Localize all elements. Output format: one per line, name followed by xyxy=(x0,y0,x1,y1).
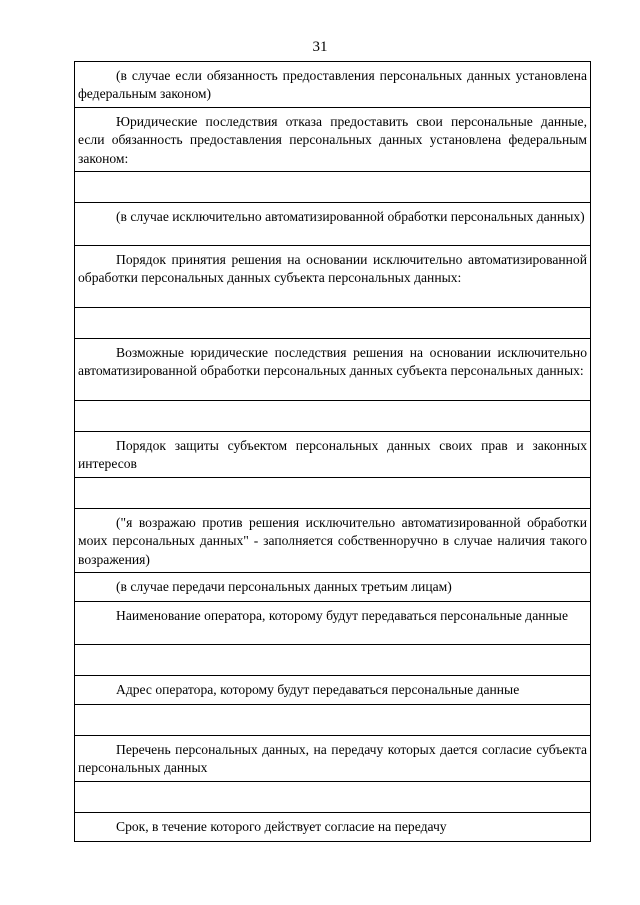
table-row xyxy=(75,812,591,841)
blank-entry-cell[interactable] xyxy=(75,401,591,432)
form-cell xyxy=(75,602,591,645)
table-row xyxy=(75,477,591,508)
table-row xyxy=(75,508,591,572)
table-row xyxy=(75,62,591,108)
table-row xyxy=(75,308,591,339)
table-row xyxy=(75,203,591,246)
table-row xyxy=(75,401,591,432)
cell-text: Наименование оператора, которому будут передаваться персональные данные xyxy=(116,608,568,624)
cell-text: (в случае передачи персональных данных третьим лицам) xyxy=(116,579,452,595)
blank-entry-cell[interactable] xyxy=(75,477,591,508)
form-cell xyxy=(75,508,591,572)
cell-text: Порядок принятия решения на основании исключительно автоматизированной обработки персональных данных субъекта персональных данных: xyxy=(78,252,587,286)
form-cell xyxy=(75,203,591,246)
table-row xyxy=(75,676,591,705)
cell-text: (в случае если обязанность предоставления персональных данных установлена федеральным законом) xyxy=(78,68,587,102)
blank-entry-cell[interactable] xyxy=(75,645,591,676)
blank-entry-cell[interactable] xyxy=(75,705,591,736)
cell-text: Срок, в течение которого действует согласие на передачу xyxy=(116,818,447,834)
cell-text: Возможные юридические последствия решения на основании исключительно автоматизированной обработки персональных данных субъекта персональных данных: xyxy=(78,345,587,379)
form-cell xyxy=(75,432,591,478)
cell-text: Юридические последствия отказа предоставить свои персональные данные, если обязанность предоставления персональных данных установлена федеральным законом: xyxy=(78,113,587,166)
form-cell xyxy=(75,62,591,108)
form-cell xyxy=(75,246,591,308)
table-row xyxy=(75,432,591,478)
table-row xyxy=(75,705,591,736)
form-cell xyxy=(75,339,591,401)
cell-text: Адрес оператора, которому будут передаваться персональные данные xyxy=(116,682,520,698)
table-row xyxy=(75,339,591,401)
blank-entry-cell[interactable] xyxy=(75,308,591,339)
cell-text: Перечень персональных данных, на передачу которых дается согласие субъекта персональных данных xyxy=(78,742,587,776)
blank-entry-cell[interactable] xyxy=(75,172,591,203)
consent-form-table xyxy=(74,61,591,842)
table-row xyxy=(75,602,591,645)
page-number: 31 xyxy=(312,39,328,55)
table-row xyxy=(75,573,591,602)
table-row xyxy=(75,781,591,812)
table-row xyxy=(75,246,591,308)
form-cell xyxy=(75,573,591,602)
table-row xyxy=(75,172,591,203)
blank-entry-cell[interactable] xyxy=(75,781,591,812)
cell-text: Порядок защиты субъектом персональных данных своих прав и законных интересов xyxy=(78,438,587,472)
table-row xyxy=(75,645,591,676)
form-cell xyxy=(75,676,591,705)
form-cell xyxy=(75,107,591,171)
form-cell xyxy=(75,812,591,841)
cell-text: (в случае исключительно автоматизированной обработки персональных данных) xyxy=(116,209,585,225)
table-row xyxy=(75,736,591,782)
table-row xyxy=(75,107,591,171)
form-cell xyxy=(75,736,591,782)
cell-text: ("я возражаю против решения исключительно автоматизированной обработки моих персональных данных" - заполняется собственноручно в случае наличия такого возражения) xyxy=(78,514,587,567)
